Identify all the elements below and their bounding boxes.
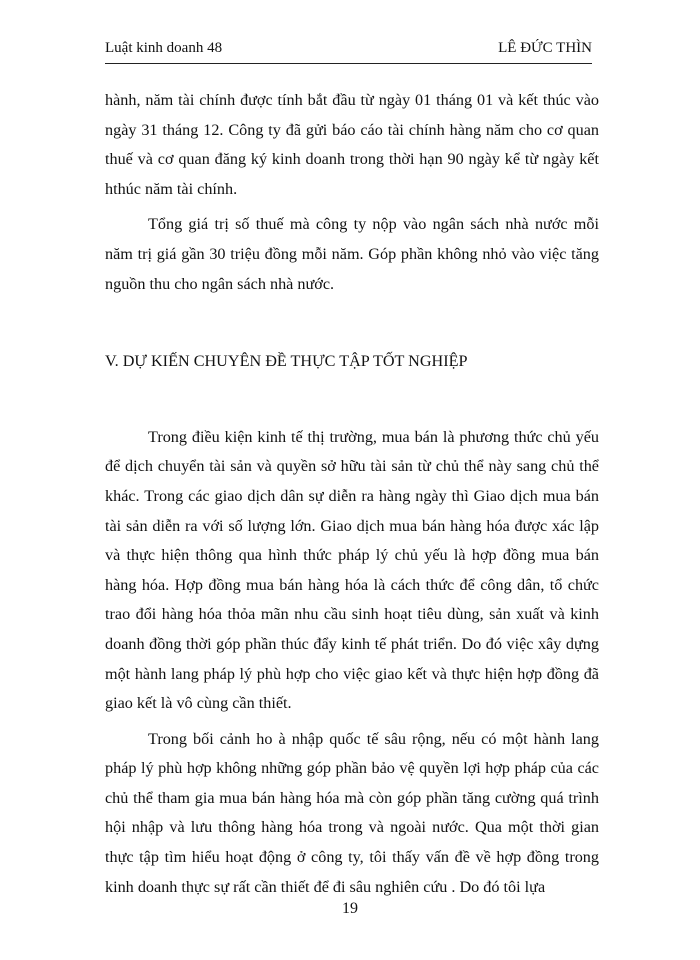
paragraph-integration-context: Trong bối cảnh ho à nhập quốc tế sâu rộng, nếu có một hành lang pháp lý phù hợp không những góp phần bảo vệ quyền lợi hợp pháp của các chủ thể tham gia mua bán hàng hóa mà còn góp phần tăng cường quá trình hội nhập và lưu thông hàng hóa trong và ngoài nước. Qua một thời gian thực tập tìm hiểu hoạt động ở công ty, tôi thấy vấn đề về hợp đồng trong kinh doanh thực sự rất cần thiết để đi sâu nghiên cứu . Do đó tôi lựa: [105, 729, 599, 896]
section-heading: V. DỰ KIẾN CHUYÊN ĐỀ THỰC TẬP TỐT NGHIỆP: [105, 352, 468, 371]
document-body: [105, 86, 599, 902]
paragraph-market-economy: Trong điều kiện kinh tế thị trường, mua bán là phương thức chủ yếu để dịch chuyển tài sản và quyền sở hữu tài sản từ chủ thể này sang chủ thể khác. Trong các giao dịch dân sự diễn ra hàng ngày thì Giao dịch mua bán tài sản diễn ra với số lượng lớn. Giao dịch mua bán hàng hóa được xác lập và thực hiện thông qua hình thức pháp lý chủ yếu là hợp đồng mua bán hàng hóa. Hợp đồng mua bán hàng hóa là cách thức để công dân, tổ chức trao đổi hàng hóa thỏa mãn nhu cầu sinh hoạt tiêu dùng, sản xuất và kinh doanh đồng thời góp phần thúc đẩy kinh tế phát triển. Do đó việc xây dựng một hành lang pháp lý phù hợp cho việc giao kết và thực hiện hợp đồng đã giao kết là vô cùng cần thiết.: [105, 427, 599, 713]
header-author-name: LÊ ĐỨC THÌN: [498, 40, 592, 56]
header-course-title: Luật kinh doanh 48: [105, 40, 223, 56]
header-divider: [105, 63, 592, 64]
paragraph-fiscal-year: hành, năm tài chính được tính bắt đầu từ ngày 01 tháng 01 và kết thúc vào ngày 31 tháng 12. Công ty đã gửi báo cáo tài chính hàng năm cho cơ quan thuế và cơ quan đăng ký kinh doanh trong thời hạn 90 ngày kể từ ngày kết hthúc năm tài chính.: [105, 91, 599, 198]
page-number: 19: [342, 900, 358, 917]
paragraph-tax-contribution: Tổng giá trị số thuế mà công ty nộp vào ngân sách nhà nước mỗi năm trị giá gần 30 triệu đồng mỗi năm. Góp phần không nhỏ vào việc tăng nguồn thu cho ngân sách nhà nước.: [105, 215, 599, 293]
